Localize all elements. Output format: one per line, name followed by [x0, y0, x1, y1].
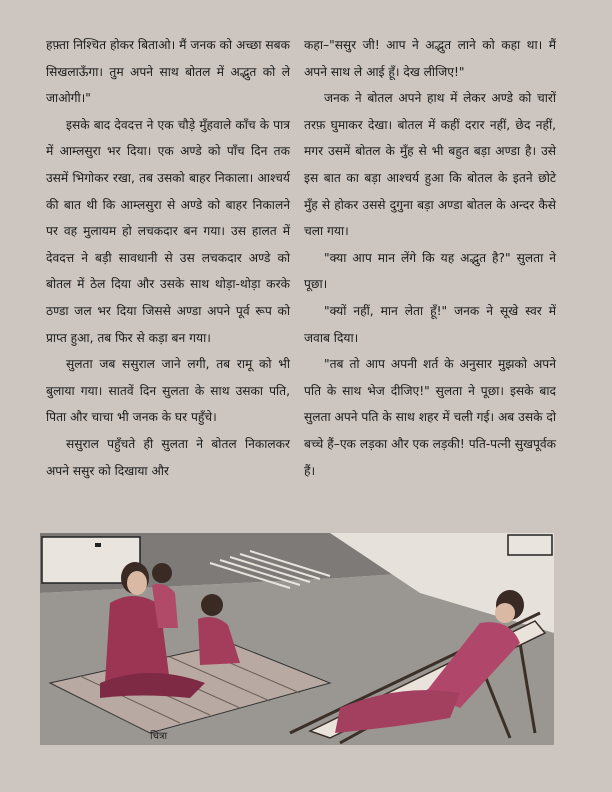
text-column-left: [46, 32, 290, 484]
paragraph: "तब तो आप अपनी शर्त के अनुसार मुझको अपने पति के साथ भेज दीजिए!" सुलता ने पूछा। इसके बाद सुलता अपने पति के साथ शहर में चली गई। अब उसके दो बच्चे हैं–एक लड़का और एक लड़की! पति-पत्नी सुखपूर्वक हैं।: [304, 357, 556, 478]
story-illustration: [40, 533, 554, 745]
side-table: [508, 535, 552, 555]
paragraph: "क्यों नहीं, मान लेता हूँ!" जनक ने सूखे स्वर में जवाब दिया।: [304, 303, 556, 345]
paragraph: जनक ने बोतल अपने हाथ में लेकर अण्डे को चारों तरफ़ घुमाकर देखा। बोतल में कहीं दरार नहीं, छेद नहीं, मगर उसमें बोतल के मुँह से भी बहुत बड़ा अण्डा है। उसे इस बात का बड़ा आश्चर्य हुआ कि बोतल के इतने छोटे मुँह से होकर उससे दुगुना बड़ा अण्डा बोतल के अन्दर कैसे चला गया।: [304, 91, 556, 239]
paragraph: सुलता जब ससुराल जाने लगी, तब रामू को भी बुलाया गया। सातवें दिन सुलता के साथ उसका पति, पिता और चाचा भी जनक के घर पहुँचे।: [46, 357, 290, 425]
illustration-drawing: [40, 533, 554, 745]
artist-signature: चित्रा: [150, 731, 168, 742]
text-column-right: [304, 32, 556, 484]
paragraph: ससुराल पहुँचते ही सुलता ने बोतल निकालकर अपने ससुर को दिखाया और: [46, 436, 290, 478]
paragraph: हफ़्ता निश्चित होकर बिताओ। मैं जनक को अच्छा सबक सिखलाऊँगा। तुम अपने साथ बोतल में अद्भुत को ले जाओगी।": [46, 38, 290, 106]
cabinet-handle: [95, 543, 101, 547]
paragraph: "क्या आप मान लेंगे कि यह अद्भुत है?" सुलता ने पूछा।: [304, 250, 556, 292]
paragraph: कहा–"ससुर जी! आप ने अद्भुत लाने को कहा था। मैं अपने साथ ले आई हूँ। देख लीजिए!": [304, 38, 556, 79]
paragraph: इसके बाद देवदत्त ने एक चौड़े मुँहवाले काँच के पात्र में आम्लसुरा भर दिया। एक अण्डे को पाँच दिन तक उसमें भिगोकर रखा, तब उसको बाहर निकाला। आश्चर्य की बात थी कि आम्लसुरा से अण्डे को बाहर निकालने पर वह मुलायम हो लचकदार बन गया। उस हालत में देवदत्त ने बड़ी सावधानी से उस लचकदार अण्डे को बोतल में ठेल दिया और उसके साथ थोड़ा-थोड़ा करके ठण्डा जल भर दिया जिससे अण्डा अपने पूर्व रूप को प्राप्त हुआ, तब फिर से कड़ा बन गया।: [46, 117, 290, 345]
